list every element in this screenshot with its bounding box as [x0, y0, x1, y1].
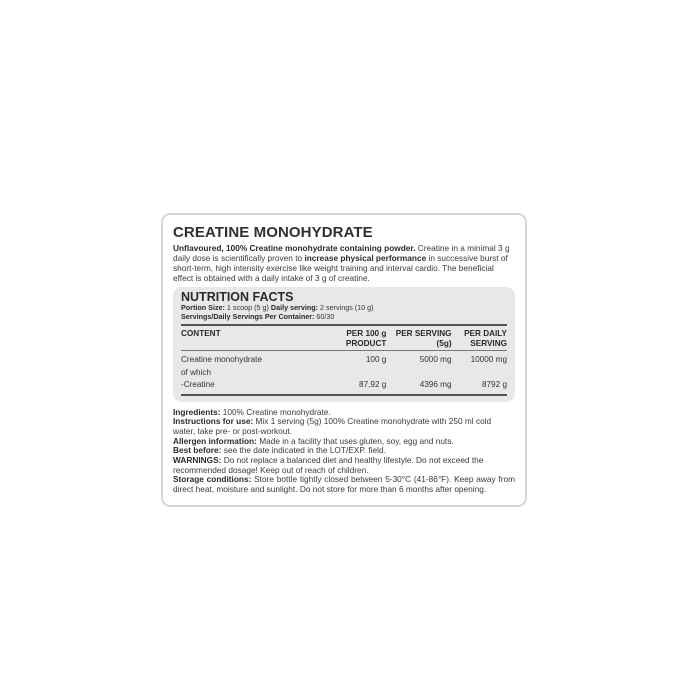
servings-per-container-line — [181, 313, 507, 322]
ingredients-text: 100% Creatine monohydrate. — [220, 406, 331, 417]
allergen-text: Made in a facility that uses gluten, soy, egg and nuts. — [256, 435, 454, 446]
nutrition-table — [181, 326, 507, 396]
portion-size-value: 1 scoop (5 g) — [224, 303, 271, 312]
nutrition-facts-panel — [173, 287, 515, 402]
product-title: CREATINE MONOHYDRATE — [173, 224, 373, 241]
warnings-text: Do not replace a balanced diet and healthy lifestyle. Do not exceed the recommended dosage! Keep out of reach of children. — [173, 455, 484, 475]
supplement-label-card — [161, 213, 527, 507]
table-row — [181, 379, 507, 395]
servings-per-container-value: 60/30 — [314, 311, 335, 321]
portion-size-label: Portion Size: — [181, 303, 225, 312]
nutrition-facts-title: NUTRITION FACTS — [181, 290, 294, 304]
description-bold-mid: increase physical performance — [304, 253, 427, 263]
row-per-100g: 87,92 g — [324, 379, 386, 395]
instructions-label: Instructions for use: — [173, 416, 254, 427]
header-per-100g: PER 100 g PRODUCT — [324, 326, 386, 351]
row-per-100g: 100 g — [365, 355, 387, 364]
row-content: Creatine monohydrate — [181, 355, 263, 364]
ingredients-label: Ingredients: — [173, 406, 221, 417]
row-per-daily: 10000 mg — [470, 355, 507, 364]
header-per-daily-serving: PER DAILY SERVING — [452, 326, 507, 351]
daily-serving-value: 2 servings (10 g) — [318, 303, 374, 312]
description-bold-lead: Unflavoured, 100% Creatine monohydrate containing powder. — [173, 243, 416, 253]
storage-text: Store bottle tightly closed between 5-30°C (41-86°F). Keep away from direct heat, moisture and sunlight. Do not store for more than 6 months after opening. — [173, 474, 515, 495]
warnings-line — [173, 456, 515, 475]
instructions-text: Mix 1 serving (5g) 100% Creatine monohydrate with 250 ml cold water, take pre- or post-workout. — [173, 416, 492, 436]
header-content: CONTENT — [181, 326, 324, 351]
allergen-label: Allergen information: — [173, 435, 257, 446]
row-per-daily — [452, 367, 507, 380]
product-description — [173, 243, 515, 283]
row-content: -Creatine — [181, 379, 324, 395]
row-per-serving — [386, 367, 451, 380]
row-per-serving: 4396 mg — [386, 379, 451, 395]
row-content: of which — [181, 367, 212, 377]
best-before-text: see the date indicated in the LOT/EXP. field. — [221, 445, 386, 456]
instructions-line — [173, 417, 515, 436]
servings-per-container-label: Servings/Daily Servings Per Container: — [181, 311, 315, 321]
storage-label: Storage conditions: — [173, 474, 252, 485]
table-header-row — [181, 326, 507, 351]
warnings-label: WARNINGS: — [173, 455, 222, 466]
header-per-serving: PER SERVING (5g) — [386, 326, 451, 351]
description-text-1: Creatine in a minimal 3 g daily dose is scientifically proven to — [173, 243, 510, 263]
row-per-serving: 5000 mg — [419, 355, 452, 364]
description-text-2: in successive burst of short-term, high intensity exercise like weight training and interval cardio. The beneficial effect is obtained with a daily intake of 3 g of creatine. — [173, 253, 508, 283]
row-per-100g — [324, 367, 386, 380]
product-info-section — [173, 408, 515, 495]
table-row — [181, 367, 507, 380]
best-before-label: Best before: — [173, 445, 222, 456]
row-per-daily: 8792 g — [452, 379, 507, 395]
storage-line — [173, 475, 515, 494]
table-row — [181, 351, 507, 367]
daily-serving-label: Daily serving: — [270, 303, 319, 312]
